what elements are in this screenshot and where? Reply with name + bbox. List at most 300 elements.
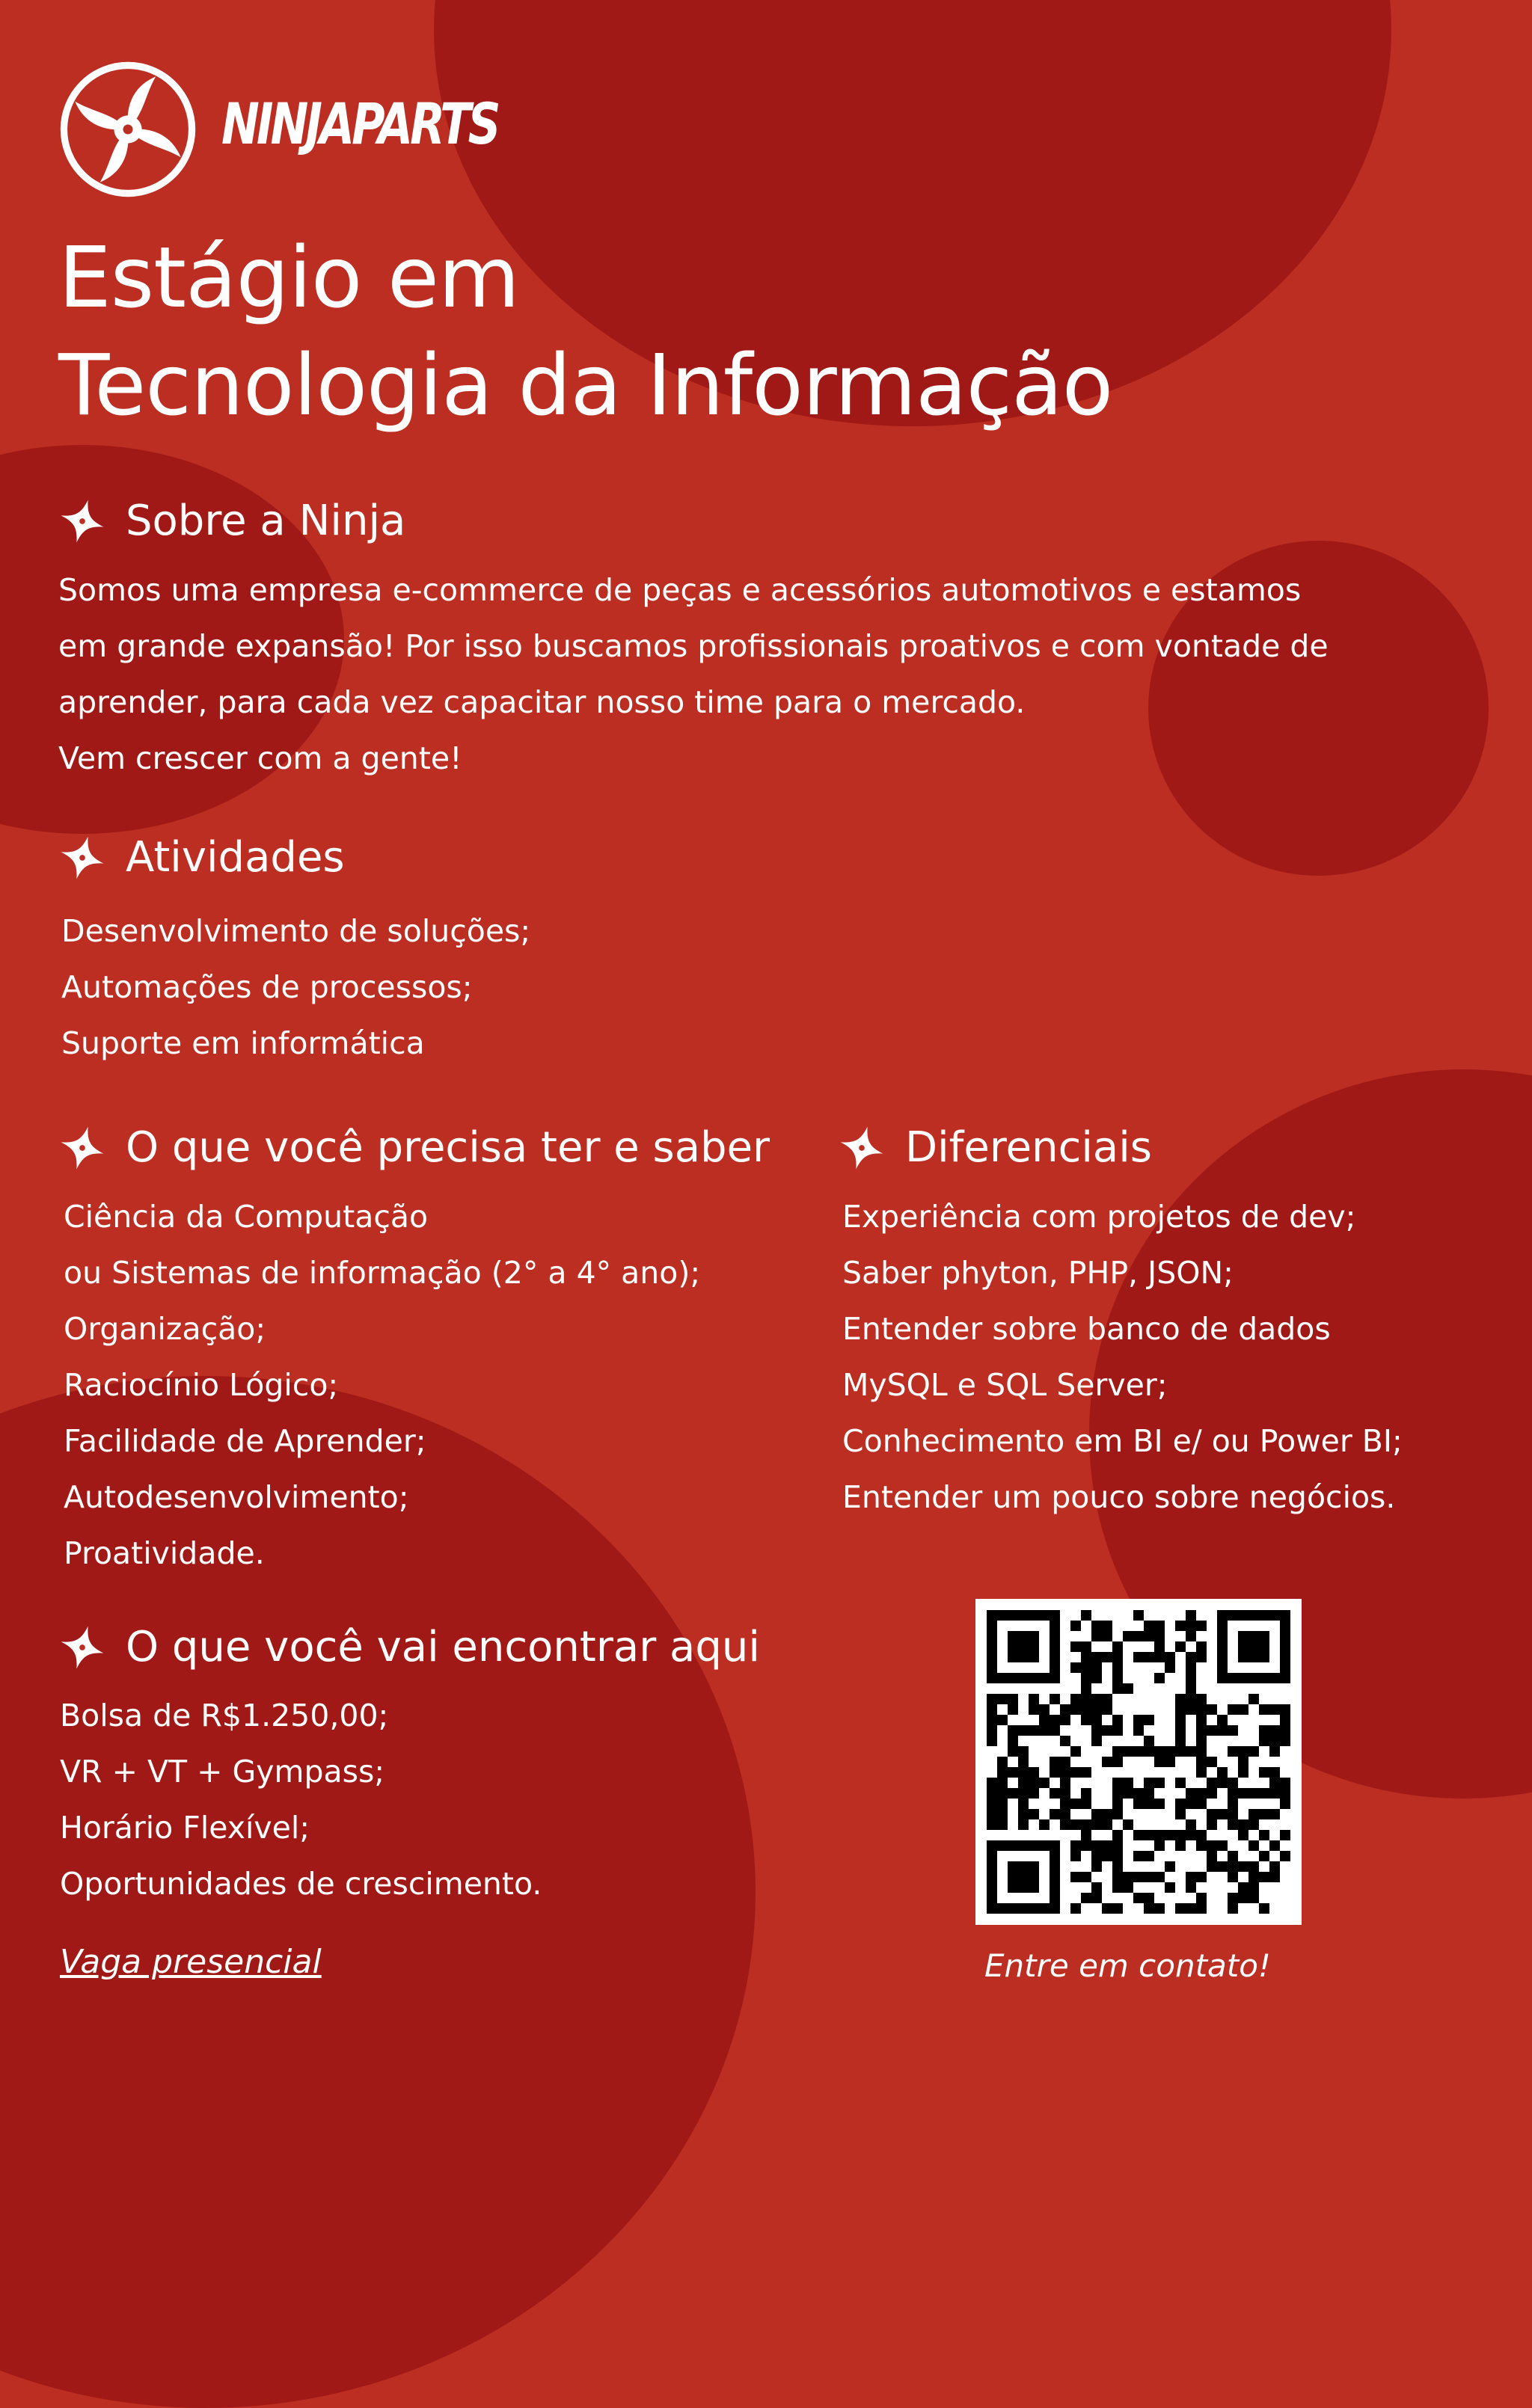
qr-module — [1060, 1799, 1070, 1809]
qr-module — [987, 1819, 997, 1830]
about-text — [58, 562, 1329, 787]
qr-module — [1091, 1893, 1102, 1903]
qr-module — [1217, 1725, 1228, 1736]
about-line: aprender, para cada vez capacitar nosso time para o mercado. — [58, 684, 1026, 720]
qr-module — [1280, 1725, 1290, 1736]
qr-module — [1186, 1673, 1196, 1683]
shuriken-logo-icon — [58, 60, 197, 199]
qr-module — [1133, 1851, 1144, 1861]
shuriken-icon — [58, 834, 106, 882]
qr-code[interactable] — [975, 1599, 1302, 1925]
qr-module — [1133, 1610, 1144, 1621]
qr-module — [997, 1788, 1008, 1799]
qr-module — [1259, 1767, 1269, 1778]
qr-module — [1259, 1704, 1269, 1715]
shuriken-icon — [838, 1124, 886, 1172]
qr-module — [1123, 1882, 1133, 1893]
qr-module — [1102, 1819, 1112, 1830]
qr-module — [1217, 1861, 1228, 1872]
qr-module — [1238, 1767, 1248, 1778]
qr-module — [1018, 1799, 1029, 1809]
qr-module — [1018, 1757, 1029, 1767]
qr-module — [1186, 1683, 1196, 1694]
list-item: ou Sistemas de informação (2° a 4° ano); — [64, 1255, 701, 1291]
qr-module — [1144, 1872, 1154, 1882]
qr-module — [1018, 1746, 1029, 1757]
qr-module — [1175, 1715, 1186, 1725]
list-item: Experiência com projetos de dev; — [842, 1199, 1356, 1235]
qr-module — [1186, 1652, 1196, 1662]
qr-module — [1196, 1621, 1207, 1631]
qr-module — [1207, 1851, 1217, 1861]
qr-module — [1228, 1819, 1238, 1830]
qr-module — [1070, 1872, 1081, 1882]
qr-module — [1165, 1882, 1175, 1893]
list-item: Organização; — [64, 1311, 266, 1347]
qr-module — [1081, 1715, 1091, 1725]
qr-module — [1207, 1757, 1217, 1767]
qr-module — [1186, 1819, 1196, 1830]
differentials-heading-label: Diferenciais — [905, 1123, 1152, 1172]
list-item: Raciocínio Lógico; — [64, 1367, 339, 1403]
qr-module — [1123, 1746, 1133, 1757]
qr-module — [1165, 1757, 1175, 1767]
qr-module — [1207, 1788, 1217, 1799]
about-heading — [58, 497, 405, 545]
qr-module — [1039, 1715, 1050, 1725]
qr-module — [1238, 1631, 1269, 1662]
qr-module — [1269, 1746, 1280, 1757]
list-item: Automações de processos; — [61, 969, 473, 1005]
qr-module — [997, 1767, 1008, 1778]
qr-module — [1060, 1788, 1070, 1799]
list-item: MySQL e SQL Server; — [842, 1367, 1168, 1403]
qr-module — [1196, 1840, 1207, 1851]
qr-module — [1060, 1736, 1070, 1746]
qr-module — [1186, 1882, 1196, 1893]
qr-module — [1091, 1819, 1102, 1830]
title-line-1: Estágio em — [58, 230, 520, 327]
qr-module — [1196, 1872, 1207, 1882]
qr-module — [1091, 1621, 1102, 1631]
qr-module — [1217, 1715, 1228, 1725]
qr-module — [1070, 1851, 1081, 1861]
list-item: Bolsa de R$1.250,00; — [60, 1698, 389, 1733]
qr-module — [1050, 1788, 1060, 1799]
qr-module — [1112, 1840, 1123, 1851]
qr-module — [1144, 1736, 1154, 1746]
about-heading-label: Sobre a Ninja — [126, 497, 406, 545]
qr-module — [1102, 1840, 1112, 1851]
qr-module — [1259, 1903, 1269, 1914]
qr-module — [1123, 1819, 1133, 1830]
qr-module — [1133, 1893, 1144, 1903]
qr-module — [1112, 1809, 1123, 1819]
qr-module — [1112, 1830, 1123, 1840]
qr-module — [1091, 1704, 1102, 1715]
qr-module — [1259, 1725, 1269, 1736]
qr-module — [1102, 1903, 1112, 1914]
qr-module — [1248, 1788, 1259, 1799]
qr-module — [1186, 1621, 1196, 1631]
page-title — [58, 224, 1112, 440]
qr-module — [1207, 1704, 1217, 1715]
qr-module — [1186, 1662, 1196, 1673]
qr-module — [987, 1704, 997, 1715]
benefits-heading — [58, 1624, 760, 1671]
qr-module — [1207, 1840, 1217, 1851]
qr-module — [1039, 1778, 1050, 1788]
qr-module — [1238, 1819, 1248, 1830]
qr-module — [1248, 1882, 1259, 1893]
qr-module — [1112, 1641, 1123, 1652]
qr-module — [1144, 1851, 1154, 1861]
qr-module — [1060, 1767, 1070, 1778]
qr-module — [1269, 1872, 1280, 1882]
qr-module — [1102, 1851, 1112, 1861]
qr-module — [1133, 1799, 1144, 1809]
qr-module — [1102, 1809, 1112, 1819]
qr-module — [1175, 1809, 1186, 1819]
qr-module — [1081, 1704, 1091, 1715]
qr-module — [1175, 1799, 1186, 1809]
qr-module — [1029, 1778, 1039, 1788]
qr-module — [1248, 1746, 1259, 1757]
qr-module — [1238, 1861, 1248, 1872]
qr-module — [1018, 1788, 1029, 1799]
qr-module — [1269, 1840, 1280, 1851]
qr-module — [1091, 1851, 1102, 1861]
qr-module — [1259, 1851, 1269, 1861]
list-item: Entender sobre banco de dados — [842, 1311, 1331, 1347]
qr-module — [1081, 1893, 1091, 1903]
requirements-list — [64, 1189, 700, 1582]
qr-module — [1280, 1736, 1290, 1746]
shuriken-icon — [58, 1624, 106, 1671]
qr-module — [1091, 1652, 1102, 1662]
qr-module — [1018, 1725, 1029, 1736]
qr-module — [1133, 1830, 1144, 1840]
qr-module — [1196, 1736, 1207, 1746]
qr-module — [1070, 1799, 1081, 1809]
list-item: Desenvolvimento de soluções; — [61, 913, 531, 949]
qr-module — [1259, 1736, 1269, 1746]
qr-module — [1112, 1746, 1123, 1757]
shuriken-icon — [58, 1124, 106, 1172]
qr-module — [1039, 1704, 1050, 1715]
qr-module — [1050, 1694, 1060, 1704]
qr-module — [1175, 1840, 1186, 1851]
qr-module — [1133, 1715, 1144, 1725]
qr-module — [1259, 1788, 1269, 1799]
qr-module — [1165, 1830, 1175, 1840]
qr-module — [1091, 1861, 1102, 1872]
qr-module — [1081, 1872, 1091, 1882]
qr-module — [987, 1715, 997, 1725]
qr-module — [1269, 1767, 1280, 1778]
qr-module — [1144, 1746, 1154, 1757]
qr-module — [1081, 1610, 1091, 1621]
qr-module — [1196, 1704, 1207, 1715]
qr-module — [1186, 1610, 1196, 1621]
qr-module — [1102, 1621, 1112, 1631]
qr-module — [1144, 1903, 1154, 1914]
qr-module — [1280, 1851, 1290, 1861]
qr-module — [1196, 1903, 1207, 1914]
qr-module — [1123, 1788, 1133, 1799]
qr-module — [1186, 1872, 1196, 1882]
list-item: Saber phyton, PHP, JSON; — [842, 1255, 1234, 1291]
qr-module — [1144, 1621, 1154, 1631]
qr-module — [1228, 1851, 1238, 1861]
qr-module — [1269, 1704, 1280, 1715]
qr-module — [1081, 1840, 1091, 1851]
qr-module — [1280, 1830, 1290, 1840]
qr-module — [1196, 1767, 1207, 1778]
qr-module — [1186, 1746, 1196, 1757]
qr-module — [1228, 1903, 1238, 1914]
qr-module — [1248, 1840, 1259, 1851]
qr-module — [1133, 1788, 1144, 1799]
qr-module — [1102, 1652, 1112, 1662]
activities-heading — [58, 834, 345, 882]
qr-module — [1238, 1788, 1248, 1799]
qr-module — [1144, 1652, 1154, 1662]
qr-module — [1154, 1778, 1165, 1788]
qr-module — [987, 1736, 997, 1746]
about-line: Vem crescer com a gente! — [58, 740, 462, 776]
list-item: Oportunidades de crescimento. — [60, 1866, 542, 1902]
qr-module — [1050, 1809, 1060, 1819]
requirements-heading-label: O que você precisa ter e saber — [126, 1123, 770, 1172]
differentials-list — [842, 1189, 1403, 1526]
list-item: Conhecimento em BI e/ ou Power BI; — [842, 1423, 1403, 1459]
qr-module — [1112, 1851, 1123, 1861]
qr-module — [987, 1809, 997, 1819]
qr-module — [1196, 1830, 1207, 1840]
qr-module — [1029, 1809, 1039, 1819]
qr-module — [1018, 1819, 1029, 1830]
qr-module — [1196, 1757, 1207, 1767]
qr-module — [1196, 1641, 1207, 1652]
qr-module — [1102, 1704, 1112, 1715]
qr-module — [1112, 1788, 1123, 1799]
qr-module — [1102, 1725, 1112, 1736]
qr-module — [1207, 1819, 1217, 1830]
qr-module — [1186, 1830, 1196, 1840]
qr-module — [1259, 1872, 1269, 1882]
qr-module — [1112, 1673, 1123, 1683]
qr-module — [1091, 1662, 1102, 1673]
qr-module — [1196, 1799, 1207, 1809]
qr-module — [1070, 1662, 1081, 1673]
qr-module — [1081, 1683, 1091, 1694]
about-line: em grande expansão! Por isso buscamos profissionais proativos e com vontade de — [58, 628, 1329, 664]
qr-module — [1186, 1799, 1196, 1809]
qr-module — [1102, 1757, 1112, 1767]
qr-module — [1008, 1725, 1018, 1736]
qr-module — [1186, 1903, 1196, 1914]
qr-module — [987, 1788, 997, 1799]
qr-module — [1070, 1767, 1081, 1778]
qr-module — [1144, 1631, 1154, 1641]
qr-module — [1175, 1736, 1186, 1746]
qr-module — [1196, 1715, 1207, 1725]
qr-module — [1144, 1778, 1154, 1788]
qr-module — [1112, 1725, 1123, 1736]
qr-module — [1133, 1872, 1144, 1882]
qr-module — [997, 1809, 1008, 1819]
qr-module — [1081, 1694, 1091, 1704]
requirements-heading — [58, 1124, 770, 1172]
qr-module — [1091, 1715, 1102, 1725]
qr-module — [1196, 1893, 1207, 1903]
activities-list — [61, 903, 530, 1072]
work-mode-label: Vaga presencial — [60, 1943, 322, 1981]
qr-module — [1196, 1694, 1207, 1704]
qr-module — [1154, 1840, 1165, 1851]
qr-module — [1070, 1840, 1081, 1851]
qr-module — [997, 1694, 1008, 1704]
qr-module — [1269, 1778, 1280, 1788]
qr-module — [1269, 1861, 1280, 1872]
qr-module — [1196, 1652, 1207, 1662]
qr-module — [1186, 1631, 1196, 1641]
qr-module — [987, 1799, 997, 1809]
qr-module — [1091, 1694, 1102, 1704]
qr-module — [1154, 1641, 1165, 1652]
qr-module — [1133, 1725, 1144, 1736]
qr-module — [1175, 1830, 1186, 1840]
qr-module — [1070, 1704, 1081, 1715]
qr-module — [1248, 1893, 1259, 1903]
qr-module — [1154, 1799, 1165, 1809]
qr-module — [1238, 1893, 1248, 1903]
qr-module — [997, 1799, 1008, 1809]
qr-module — [1008, 1861, 1039, 1893]
qr-module — [1280, 1799, 1290, 1809]
contact-label: Entre em contato! — [984, 1947, 1271, 1984]
qr-module — [1018, 1767, 1029, 1778]
qr-module — [1112, 1757, 1123, 1767]
qr-module — [1008, 1767, 1018, 1778]
differentials-heading — [838, 1124, 1152, 1172]
qr-module — [1154, 1872, 1165, 1882]
qr-module — [1112, 1872, 1123, 1882]
qr-module — [1008, 1694, 1018, 1704]
qr-module — [1070, 1621, 1081, 1631]
qr-module — [1165, 1746, 1175, 1757]
qr-module — [1050, 1725, 1060, 1736]
qr-module — [1070, 1819, 1081, 1830]
qr-module — [1238, 1830, 1248, 1840]
qr-module — [1154, 1757, 1165, 1767]
qr-module — [1186, 1694, 1196, 1704]
qr-module — [1228, 1861, 1238, 1872]
activities-heading-label: Atividades — [126, 833, 345, 882]
qr-module — [1081, 1652, 1091, 1662]
qr-module — [1207, 1809, 1217, 1819]
qr-module — [1029, 1788, 1039, 1799]
qr-module — [1280, 1788, 1290, 1799]
qr-module — [1081, 1641, 1091, 1652]
qr-module — [1238, 1746, 1248, 1757]
qr-module — [1175, 1704, 1186, 1715]
qr-module — [1217, 1840, 1228, 1851]
qr-module — [1228, 1809, 1238, 1819]
qr-module — [1269, 1809, 1280, 1819]
brand-name: NINJAPARTS — [221, 90, 498, 157]
qr-module — [1165, 1652, 1175, 1662]
qr-module — [1008, 1746, 1018, 1757]
qr-module — [1029, 1767, 1039, 1778]
qr-module — [1207, 1778, 1217, 1788]
qr-module — [997, 1819, 1008, 1830]
qr-module — [1228, 1778, 1238, 1788]
title-line-2: Tecnologia da Informação — [58, 337, 1113, 434]
qr-code-image — [975, 1599, 1302, 1925]
qr-module — [1133, 1746, 1144, 1757]
qr-module — [1123, 1778, 1133, 1788]
qr-module — [1154, 1903, 1165, 1914]
qr-module — [1280, 1778, 1290, 1788]
qr-module — [1217, 1809, 1228, 1819]
qr-module — [1029, 1725, 1039, 1736]
qr-module — [1165, 1662, 1175, 1673]
qr-module — [1081, 1767, 1091, 1778]
qr-module — [1112, 1861, 1123, 1872]
qr-module — [1102, 1631, 1112, 1641]
qr-module — [1144, 1715, 1154, 1725]
qr-module — [1050, 1715, 1060, 1725]
qr-module — [1248, 1694, 1259, 1704]
qr-module — [1123, 1683, 1133, 1694]
about-line: Somos uma empresa e-commerce de peças e acessórios automotivos e estamos — [58, 572, 1302, 608]
qr-module — [987, 1725, 997, 1736]
qr-module — [1070, 1694, 1081, 1704]
qr-module — [1228, 1746, 1238, 1757]
list-item: Suporte em informática — [61, 1025, 425, 1061]
qr-module — [1112, 1652, 1123, 1662]
qr-module — [1081, 1799, 1091, 1809]
qr-module — [1018, 1809, 1029, 1819]
qr-module — [1238, 1757, 1248, 1767]
qr-module — [1050, 1757, 1060, 1767]
qr-module — [1228, 1725, 1238, 1736]
qr-module — [1081, 1788, 1091, 1799]
qr-module — [1186, 1788, 1196, 1799]
qr-module — [1050, 1767, 1060, 1778]
qr-module — [1228, 1872, 1238, 1882]
qr-module — [1238, 1704, 1248, 1715]
qr-module — [1154, 1830, 1165, 1840]
qr-module — [1175, 1778, 1186, 1788]
qr-module — [1269, 1788, 1280, 1799]
qr-module — [1091, 1673, 1102, 1683]
qr-module — [1144, 1830, 1154, 1840]
qr-module — [1102, 1694, 1112, 1704]
list-item: Autodesenvolvimento; — [64, 1479, 409, 1515]
qr-module — [1259, 1809, 1269, 1819]
qr-module — [1060, 1778, 1070, 1788]
qr-module — [1228, 1788, 1238, 1799]
qr-module — [1175, 1694, 1186, 1704]
qr-module — [1248, 1861, 1259, 1872]
qr-module — [1280, 1704, 1290, 1715]
qr-module — [1154, 1631, 1165, 1641]
qr-module — [1008, 1788, 1018, 1799]
qr-module — [1196, 1725, 1207, 1736]
